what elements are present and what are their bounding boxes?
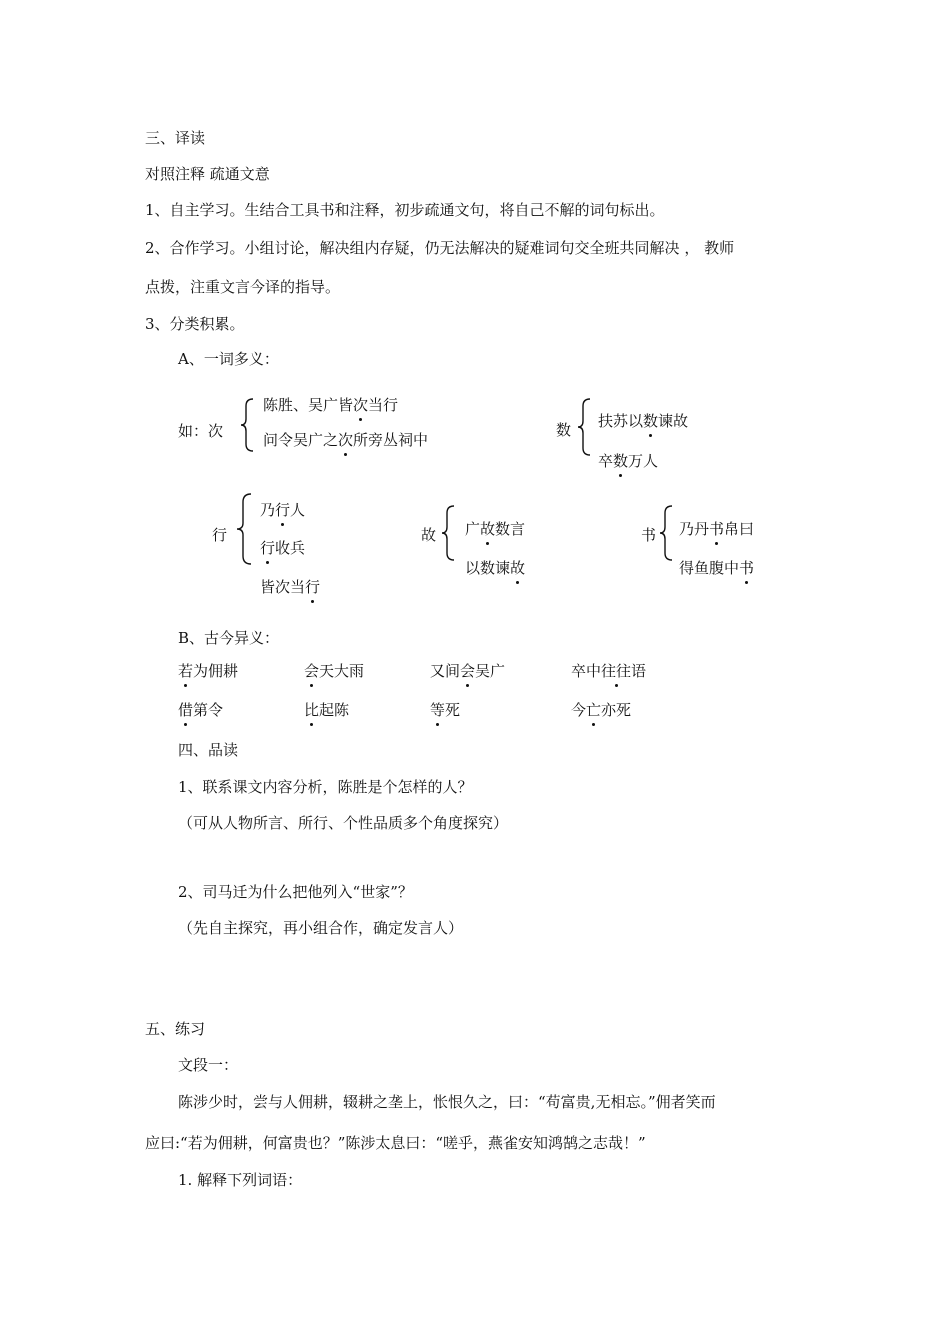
polysemy-xing-example-3: 皆次当行 [260,578,321,596]
question-1-note: （可从人物所言、所行、个性品质多个角度探究） [178,814,509,832]
ancient-modern-item: 又间会吴广 [430,662,506,680]
section-5-title: 五、练习 [145,1020,206,1038]
question-2-note: （先自主探究，再小组合作，确定发言人） [178,919,464,937]
section-4-title: 四、品读 [178,741,239,759]
polysemy-ci-example-1: 陈胜、吴广皆次当行 [263,396,399,414]
exercise-task-1: 1. 解释下列词语： [178,1171,303,1189]
polysemy-ci-brace [240,398,256,452]
polysemy-xing-brace [236,493,254,565]
section-3-title: 三、译读 [145,129,206,147]
section-3-subtitle: 对照注释 疏通文意 [145,165,270,183]
ancient-modern-heading: B、古今异义： [178,629,280,647]
passage-label: 文段一： [178,1056,239,1074]
polysemy-gu-example-1: 广故数言 [465,520,526,538]
polysemy-shu2-brace [659,505,675,561]
polysemy-shu2-example-1: 乃丹书帛曰 [679,520,755,538]
polysemy-shu2-example-2: 得鱼腹中书 [679,559,755,577]
paragraph-self-study: 1、自主学习。生结合工具书和注释，初步疏通文句，将自己不解的词句标出。 [145,201,665,219]
polysemy-ci-example-2: 问令吴广之次所旁丛祠中 [263,431,429,449]
polysemy-xing-example-2: 行收兵 [260,539,306,557]
ancient-modern-item: 会天大雨 [304,662,365,680]
ancient-modern-item: 若为佣耕 [178,662,239,680]
passage-line-1: 陈涉少时，尝与人佣耕，辍耕之垄上，怅恨久之，曰：“苟富贵,无相忘。”佣者笑而 [178,1093,716,1111]
ancient-modern-item: 比起陈 [304,701,350,719]
polysemy-gu-example-2: 以数谏故 [465,559,526,577]
passage-line-2: 应曰:“若为佣耕，何富贵也？”陈涉太息曰：“嗟乎，燕雀安知鸿鹄之志哉！” [145,1134,646,1152]
polysemy-gu-label: 故 [421,526,437,544]
ancient-modern-item: 卒中往往语 [571,662,647,680]
polysemy-xing-example-1: 乃行人 [260,501,306,519]
ancient-modern-item: 今亡亦死 [571,701,632,719]
polysemy-shu-label: 数 [556,421,572,439]
ancient-modern-item: 等死 [430,701,461,719]
question-1: 1、联系课文内容分析，陈胜是个怎样的人？ [178,778,473,796]
polysemy-shu-example-2: 卒数万人 [598,452,659,470]
paragraph-classify: 3、分类积累。 [145,315,245,333]
polysemy-gu-brace [441,505,457,561]
paragraph-group-study-line1: 2、合作学习。小组讨论，解决组内存疑，仍无法解决的疑难词句交全班共同解决 ， 教师 [145,239,735,257]
polysemy-shu-brace [577,398,593,456]
polysemy-shu2-label: 书 [641,526,657,544]
ancient-modern-item: 借第令 [178,701,224,719]
polysemy-heading: A、一词多义： [178,350,279,368]
polysemy-xing-label: 行 [212,526,228,544]
polysemy-ci-label: 如：次 [178,422,224,440]
polysemy-shu-example-1: 扶苏以数谏故 [598,412,689,430]
question-2: 2、司马迁为什么把他列入“世家”？ [178,883,413,901]
paragraph-group-study-line2: 点拨，注重文言今译的指导。 [145,278,341,296]
